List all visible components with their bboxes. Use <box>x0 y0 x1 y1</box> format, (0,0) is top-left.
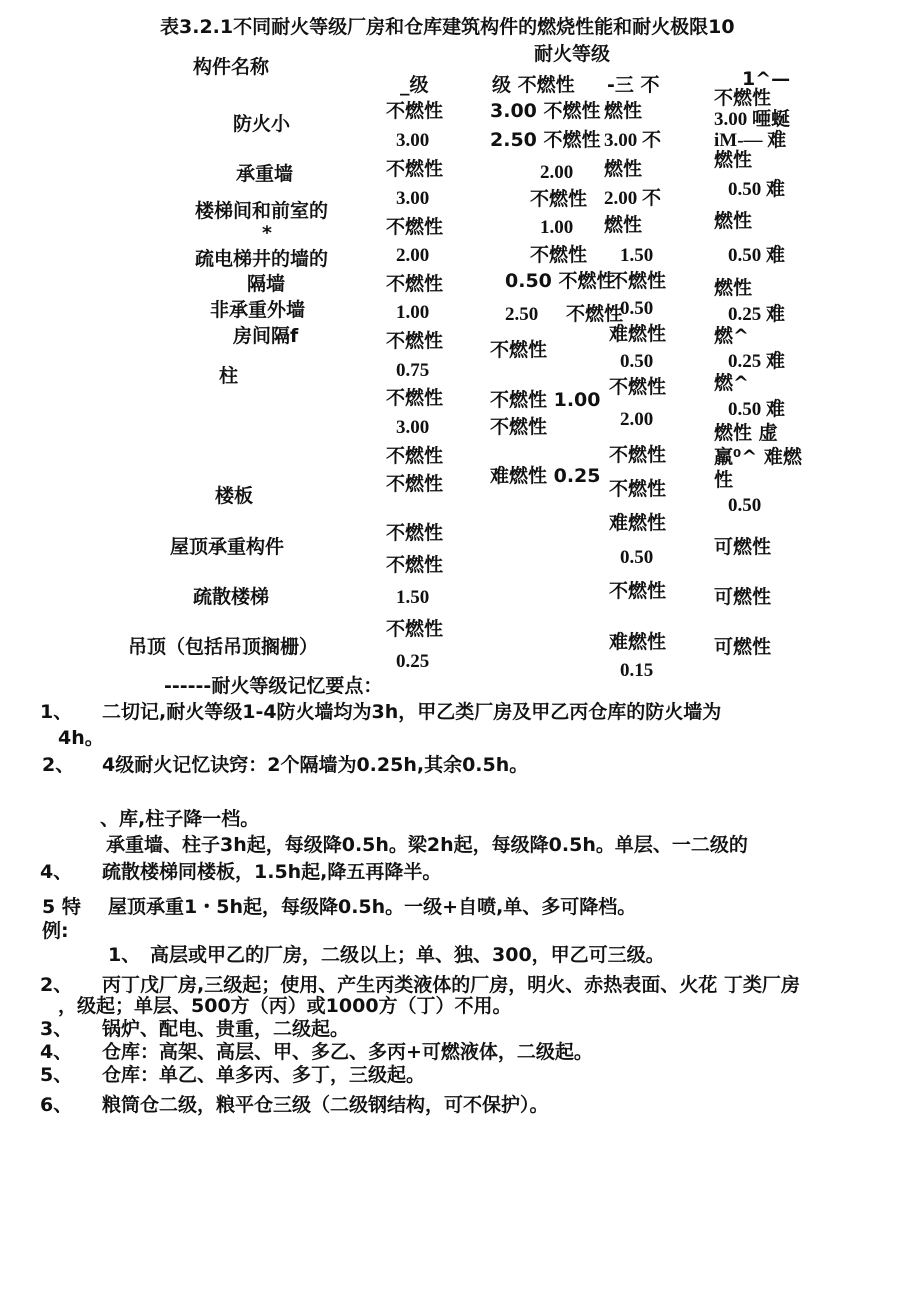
cell-col4: 0.50 难 <box>728 179 786 200</box>
cell-col4: 0.25 难 <box>728 351 786 372</box>
row-name: 柱 <box>219 365 239 387</box>
cell-col2: 2.50 不燃性 <box>490 129 601 151</box>
row-name: 隔墙 <box>247 273 286 295</box>
cell-col4: 可燃性 <box>714 586 772 608</box>
group-header: 耐火等级 <box>534 43 611 65</box>
cell-col2: 不燃性 1.00 <box>490 389 601 411</box>
special-number: 2、 <box>40 974 73 996</box>
cell-col1: 不燃性 <box>386 273 444 295</box>
row-name: 防火小 <box>233 113 291 135</box>
note-number: 2、 <box>42 754 75 776</box>
note-text: 承重墙、柱子3h起，每级降0.5h。梁2h起，每级降0.5h。单层、一二级的 <box>106 834 748 856</box>
cell-col4: 燃性 <box>714 149 753 171</box>
row-header: 构件名称 <box>193 56 270 78</box>
special-text: 丙丁戊厂房,三级起；使用、产生丙类液体的厂房，明火、赤热表面、火花 丁类厂房 <box>102 974 800 996</box>
cell-col1: 不燃性 <box>386 473 444 495</box>
cell-col1: 不燃性 <box>386 158 444 180</box>
cell-col4: 可燃性 <box>714 536 772 558</box>
cell-col3: 难燃性 <box>609 631 667 653</box>
row-name: 楼梯间和前室的 <box>195 200 329 222</box>
cell-col1: 不燃性 <box>386 618 444 640</box>
note-text: 屋顶承重1・5h起，每级降0.5h。一级+自喷,单、多可降档。 <box>108 896 637 918</box>
special-number: 3、 <box>40 1018 73 1040</box>
note-text: 疏散楼梯同楼板，1.5h起,降五再降半。 <box>102 861 442 883</box>
special-number: 6、 <box>40 1094 73 1116</box>
cell-col3: 不燃性 <box>609 376 667 398</box>
cell-col2: 1.00 <box>540 217 574 238</box>
cell-col3: 不燃性 <box>609 478 667 500</box>
special-text: 高层或甲乙的厂房，二级以上；单、独、300，甲乙可三级。 <box>150 944 665 966</box>
row-name: * <box>262 222 272 244</box>
row-name: 疏散楼梯 <box>193 586 270 608</box>
row-name: 吊顶（包括吊顶搁栅） <box>128 636 319 658</box>
cell-col3: 难燃性 <box>609 512 667 534</box>
special-text: 仓库：单乙、单多丙、多丁，三级起。 <box>102 1064 426 1086</box>
row-name: 楼板 <box>215 485 254 507</box>
note-number: 5 特 <box>42 896 81 918</box>
cell-col2: 不燃性 <box>530 188 588 210</box>
cell-col4: 0.50 难 <box>728 399 786 420</box>
cell-col1: 3.00 <box>396 130 430 151</box>
cell-col2: 0.50 不燃性 <box>505 270 616 292</box>
cell-col3: 0.15 <box>620 660 654 681</box>
cell-col1: 1.50 <box>396 587 430 608</box>
cell-col1: 不燃性 <box>386 522 444 544</box>
cell-col3: 3.00 不 <box>604 130 662 151</box>
cell-col1: 不燃性 <box>386 330 444 352</box>
cell-col4: iM-— 难 <box>714 130 787 151</box>
cell-col3: 1.50 <box>620 245 654 266</box>
level-header-3: -三 不 <box>607 74 660 96</box>
row-name: 疏电梯井的墙的 <box>195 248 329 270</box>
row-name: 承重墙 <box>236 163 294 185</box>
cell-col4: 0.50 难 <box>728 245 786 266</box>
cell-col3: 2.00 不 <box>604 188 662 209</box>
page-title: 表3.2.1不同耐火等级厂房和仓库建筑构件的燃烧性能和耐火极限10 <box>160 16 735 38</box>
row-name: 屋顶承重构件 <box>170 536 285 558</box>
cell-col1: 0.75 <box>396 360 430 381</box>
cell-col4: 燃^ <box>714 372 749 394</box>
cell-col4: 可燃性 <box>714 636 772 658</box>
cell-col4: 0.50 <box>728 495 762 516</box>
row-name: 非承重外墙 <box>210 299 306 321</box>
cell-col2: 不燃性 <box>566 303 624 325</box>
level-header-1: _级 <box>400 74 429 96</box>
cell-col1: 不燃性 <box>386 387 444 409</box>
cell-col2: 2.50 <box>505 304 539 325</box>
note-number: 4、 <box>40 861 73 883</box>
cell-col1: 不燃性 <box>386 216 444 238</box>
note-text: 、库,柱子降一档。 <box>100 808 260 830</box>
cell-col2: 不燃性 <box>490 339 548 361</box>
note-text: 例: <box>42 920 69 942</box>
cell-col2: 不燃性 <box>530 244 588 266</box>
cell-col1: 不燃性 <box>386 100 444 122</box>
row-name: 房间隔f <box>233 325 299 347</box>
notes-heading: ------耐火等级记忆要点： <box>164 675 383 697</box>
special-text: 锅炉、配电、贵重，二级起。 <box>102 1018 350 1040</box>
cell-col4: 0.25 难 <box>728 304 786 325</box>
cell-col3: 0.50 <box>620 298 654 319</box>
note-number: 1、 <box>40 701 73 723</box>
special-number: 5、 <box>40 1064 73 1086</box>
special-text: 粮筒仓二级，粮平仓三级（二级钢结构，可不保护）。 <box>102 1094 549 1116</box>
cell-col3: 不燃性 <box>609 444 667 466</box>
cell-col3: 2.00 <box>620 409 654 430</box>
cell-col3: 燃性 <box>604 100 643 122</box>
cell-col3: 不燃性 <box>609 580 667 602</box>
cell-col3: 0.50 <box>620 351 654 372</box>
cell-col1: 不燃性 <box>386 445 444 467</box>
cell-col4: 燃性 <box>714 277 753 299</box>
cell-col2: 3.00 不燃性 <box>490 100 601 122</box>
cell-col4: 羸⁰^ 难燃 <box>714 446 802 468</box>
cell-col3: 燃性 <box>604 214 643 236</box>
level-header-2: 级 不燃性 <box>492 74 575 96</box>
special-text: 仓库：高架、高层、甲、多乙、多丙+可燃液体，二级起。 <box>102 1041 593 1063</box>
cell-col3: 难燃性 <box>609 323 667 345</box>
cell-col1: 0.25 <box>396 651 430 672</box>
cell-col4: 3.00 唖蜒 <box>714 109 791 130</box>
cell-col3: 不燃性 <box>609 270 667 292</box>
cell-col1: 不燃性 <box>386 554 444 576</box>
cell-col3: 燃性 <box>604 158 643 180</box>
cell-col3: 0.50 <box>620 547 654 568</box>
cell-col4: 不燃性 <box>714 87 772 109</box>
note-text: 4h。 <box>58 727 104 749</box>
cell-col2: 不燃性 <box>490 416 548 438</box>
cell-col4: 性 <box>714 469 734 491</box>
cell-col2: 难燃性 0.25 <box>490 465 601 487</box>
cell-col4: 燃性 <box>714 210 753 232</box>
cell-col4: 燃性 虚 <box>714 422 778 444</box>
note-text: 4级耐火记忆诀窍：2个隔墙为0.25h,其余0.5h。 <box>102 754 529 776</box>
cell-col1: 2.00 <box>396 245 430 266</box>
cell-col1: 3.00 <box>396 417 430 438</box>
level-header-4: 1^— <box>742 68 791 90</box>
cell-col4: 燃^ <box>714 325 749 347</box>
cell-col1: 1.00 <box>396 302 430 323</box>
special-text: ，级起；单层、500方（丙）或1000方（丁）不用。 <box>58 995 512 1017</box>
special-number: 4、 <box>40 1041 73 1063</box>
special-number: 1、 <box>108 944 141 966</box>
note-text: 二切记,耐火等级1-4防火墙均为3h，甲乙类厂房及甲乙丙仓库的防火墙为 <box>102 701 722 723</box>
cell-col2: 2.00 <box>540 162 574 183</box>
cell-col1: 3.00 <box>396 188 430 209</box>
